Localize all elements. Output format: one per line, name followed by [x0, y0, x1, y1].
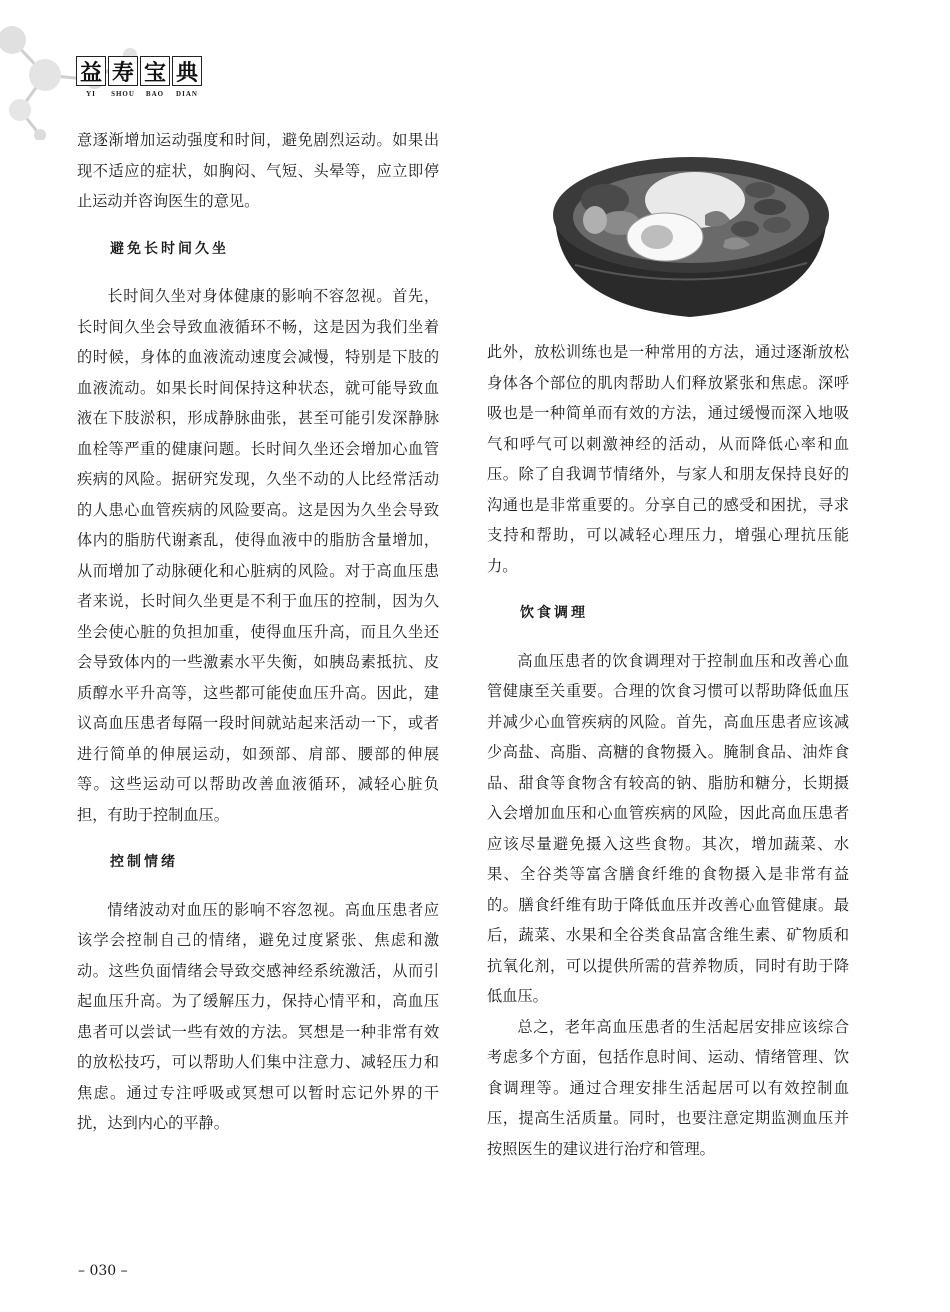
logo-char: 宝: [140, 56, 170, 86]
body-paragraph: 此外，放松训练也是一种常用的方法，通过逐渐放松身体各个部位的肌肉帮助人们释放紧张和焦虑。深呼吸也是一种简单而有效的方法，通过缓慢而深入地吸气和呼气可以刺激神经的活动，从而降低心率和血压。除了自我调节情绪外，与家人和朋友保持良好的沟通也是非常重要的。分享自己的感受和困扰，寻求支持和帮助，可以减轻心理压力，增强心理抗压能力。: [487, 343, 849, 575]
body-paragraph: 总之，老年高血压患者的生活起居安排应该综合考虑多个方面，包括作息时间、运动、情绪管理、饮食调理等。通过合理安排生活起居可以有效控制血压，提高生活质量。同时，也要注意定期监测血压并按照医生的建议进行治疗和管理。: [487, 1017, 849, 1158]
logo-char: 寿: [108, 56, 138, 86]
body-paragraph: 长时间久坐对身体健康的影响不容忽视。首先，长时间久坐会导致血液循环不畅，这是因为我们坐着的时候，身体的血液流动速度会减慢，特别是下肢的血液流动。如果长时间保持这种状态，就可能导致血液在下肢淤积，形成静脉曲张，甚至可能引发深静脉血栓等严重的健康问题。长时间久坐还会增加心血管疾病的风险。据研究发现，久坐不动的人比经常活动的人患心血管疾病的风险要高。这是因为久坐会导致体内的脂肪代谢紊乱，使得血液中的脂肪含量增加，从而增加了动脉硬化和心脏病的风险。对于高血压患者来说，长时间久坐更是不利于血压的控制，因为久坐会使心脏的负担加重，使得血压升高，而且久坐还会导致体内的一些激素水平失衡，如胰岛素抵抗、皮质醇水平升高等，这些都可能使血压升高。因此，建议高血压患者每隔一段时间就站起来活动一下，或者进行简单的伸展运动，如颈部、肩部、腰部的伸展等。这些运动可以帮助改善血液循环，减轻心脏负担，有助于控制血压。: [77, 287, 439, 824]
magazine-logo: [76, 56, 202, 98]
left-column: [77, 125, 439, 1139]
hotpot-bowl-illustration: [545, 145, 835, 325]
logo-char: 益: [76, 56, 106, 86]
page-number: – 030 –: [78, 1263, 128, 1279]
logo-pinyin: BAO: [145, 90, 165, 98]
body-paragraph: 高血压患者的饮食调理对于控制血压和改善心血管健康至关重要。合理的饮食习惯可以帮助降低血压并减少心血管疾病的风险。首先，高血压患者应该减少高盐、高脂、高糖的食物摄入。腌制食品、油炸食品、甜食等食物含有较高的钠、脂肪和糖分，长期摄入会增加血压和心血管疾病的风险，因此高血压患者应该尽量避免摄入这些食物。其次，增加蔬菜、水果、全谷类等富含膳食纤维的食物摄入是非常有益的。膳食纤维有助于降低血压并改善心血管健康。最后，蔬菜、水果和全谷类食品富含维生素、矿物质和抗氧化剂，可以提供所需的营养物质，同时有助于降低血压。: [487, 651, 849, 1005]
section-heading: 控制情绪: [110, 854, 178, 870]
logo-pinyin: SHOU: [111, 90, 135, 98]
logo-pinyin: DIAN: [176, 90, 198, 98]
right-column: [487, 337, 849, 1164]
logo-pinyin: YI: [86, 90, 96, 98]
logo-char: 典: [172, 56, 202, 86]
body-paragraph: 情绪波动对血压的影响不容忽视。高血压患者应该学会控制自己的情绪，避免过度紧张、焦虑和激动。这些负面情绪会导致交感神经系统激活，从而引起血压升高。为了缓解压力，保持心情平和，高血压患者可以尝试一些有效的方法。冥想是一种非常有效的放松技巧，可以帮助人们集中注意力、减轻压力和焦虑。通过专注呼吸或冥想可以暂时忘记外界的干扰，达到内心的平静。: [77, 900, 439, 1132]
section-heading: 避免长时间久坐: [110, 240, 229, 257]
section-heading: 饮食调理: [520, 605, 588, 621]
body-paragraph: 意逐渐增加运动强度和时间，避免剧烈运动。如果出现不适应的症状，如胸闷、气短、头晕等，应立即停止运动并咨询医生的意见。: [77, 131, 439, 210]
